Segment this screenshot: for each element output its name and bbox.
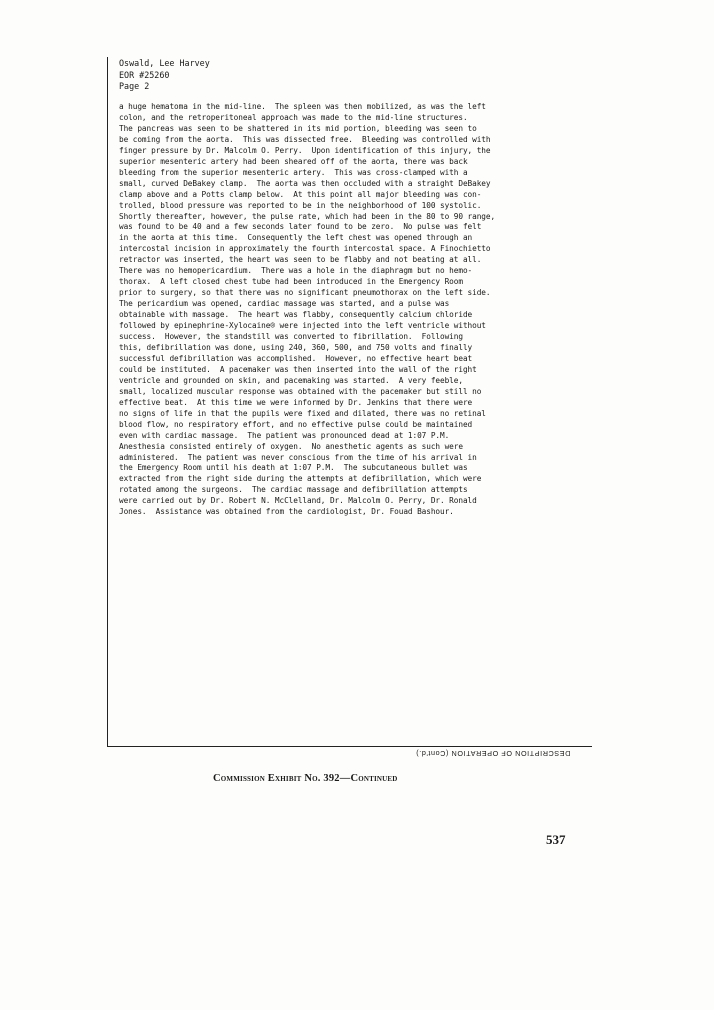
form-bottom-border [107, 746, 592, 747]
text-line: no signs of life in that the pupils were fixed and dilated, there was no retinal [119, 408, 486, 418]
page-number: 537 [546, 832, 566, 847]
text-line: effective beat. At this time we were informed by Dr. Jenkins that there were [119, 397, 473, 407]
text-line: trolled, blood pressure was reported to be in the neighborhood of 100 systolic. [119, 200, 482, 210]
text-line: obtainable with massage. The heart was flabby, consequently calcium chloride [119, 310, 473, 320]
operation-description-text [119, 102, 579, 518]
text-line: colon, and the retroperitoneal approach was made to the mid-line structures. [119, 112, 468, 122]
text-line: this, defibrillation was done, using 240, 360, 500, and 750 volts and finally [119, 342, 473, 352]
text-line: a huge hematoma in the mid-line. The spleen was then mobilized, as was the left [119, 102, 486, 111]
text-line: even with cardiac massage. The patient was pronounced dead at 1:07 P.M. [119, 430, 450, 440]
text-line: The pancreas was seen to be shattered in its mid portion, bleeding was seen to [119, 123, 477, 133]
text-line: Shortly thereafter, however, the pulse rate, which had been in the 80 to 90 range, [119, 211, 496, 221]
text-line: Anesthesia consisted entirely of oxygen. No anesthetic agents as such were [119, 441, 463, 451]
text-line: were carried out by Dr. Robert N. McClelland, Dr. Malcolm O. Perry, Dr. Ronald [119, 496, 477, 506]
exhibit-label: Commission Exhibit No. 392—Continued [213, 773, 398, 784]
text-line: followed by epinephrine-Xylocaine® were injected into the left ventricle without [119, 321, 486, 331]
text-line: could be instituted. A pacemaker was then inserted into the wall of the right [119, 364, 477, 374]
text-line: The pericardium was opened, cardiac massage was started, and a pulse was [119, 299, 450, 309]
text-line: small, curved DeBakey clamp. The aorta was then occluded with a straight DeBakey [119, 178, 491, 188]
text-line: bleeding from the superior mesenteric artery. This was cross-clamped with a [119, 167, 468, 177]
text-line: was found to be 40 and a few seconds later found to be zero. No pulse was felt [119, 222, 482, 232]
text-line: ventricle and grounded on skin, and pacemaking was started. A very feeble, [119, 375, 463, 385]
page-label: Page 2 [119, 81, 150, 91]
patient-name: Oswald, Lee Harvey [119, 58, 210, 68]
record-number: EOR #25260 [119, 69, 170, 80]
text-line: small, localized muscular response was obtained with the pacemaker but still no [119, 386, 482, 396]
form-section-caption: DESCRIPTION OF OPERATION (Cont'd.) [415, 749, 571, 758]
text-line: clamp above and a Potts clamp below. At this point all major bleeding was con- [119, 189, 482, 199]
document-header [119, 58, 210, 93]
text-line: retractor was inserted, the heart was seen to be flabby and not beating at all. [119, 255, 482, 265]
text-line: Jones. Assistance was obtained from the cardiologist, Dr. Fouad Bashour. [119, 507, 454, 517]
text-line: successful defibrillation was accomplished. However, no effective heart beat [119, 353, 473, 363]
text-line: success. However, the standstill was converted to fibrillation. Following [119, 332, 463, 342]
text-line: rotated among the surgeons. The cardiac massage and defibrillation attempts [119, 485, 468, 495]
text-line: extracted from the right side during the attempts at defibrillation, which were [119, 474, 482, 484]
text-line: superior mesenteric artery had been sheared off of the aorta, there was back [119, 156, 468, 166]
text-line: intercostal incision in approximately the fourth intercostal space. A Finochietto [119, 244, 491, 254]
text-line: finger pressure by Dr. Malcolm O. Perry. Upon identification of this injury, the [119, 145, 491, 155]
text-line: prior to surgery, so that there was no significant pneumothorax on the left side. [119, 288, 491, 298]
text-line: blood flow, no respiratory effort, and no effective pulse could be maintained [119, 419, 473, 429]
text-line: thorax. A left closed chest tube had been introduced in the Emergency Room [119, 277, 463, 287]
text-line: administered. The patient was never conscious from the time of his arrival in [119, 452, 477, 462]
text-line: in the aorta at this time. Consequently the left chest was opened through an [119, 233, 473, 243]
text-line: be coming from the aorta. This was dissected free. Bleeding was controlled with [119, 134, 491, 144]
text-line: There was no hemopericardium. There was a hole in the diaphragm but no hemo- [119, 266, 473, 276]
form-left-border [107, 57, 108, 747]
text-line: the Emergency Room until his death at 1:07 P.M. The subcutaneous bullet was [119, 463, 468, 473]
